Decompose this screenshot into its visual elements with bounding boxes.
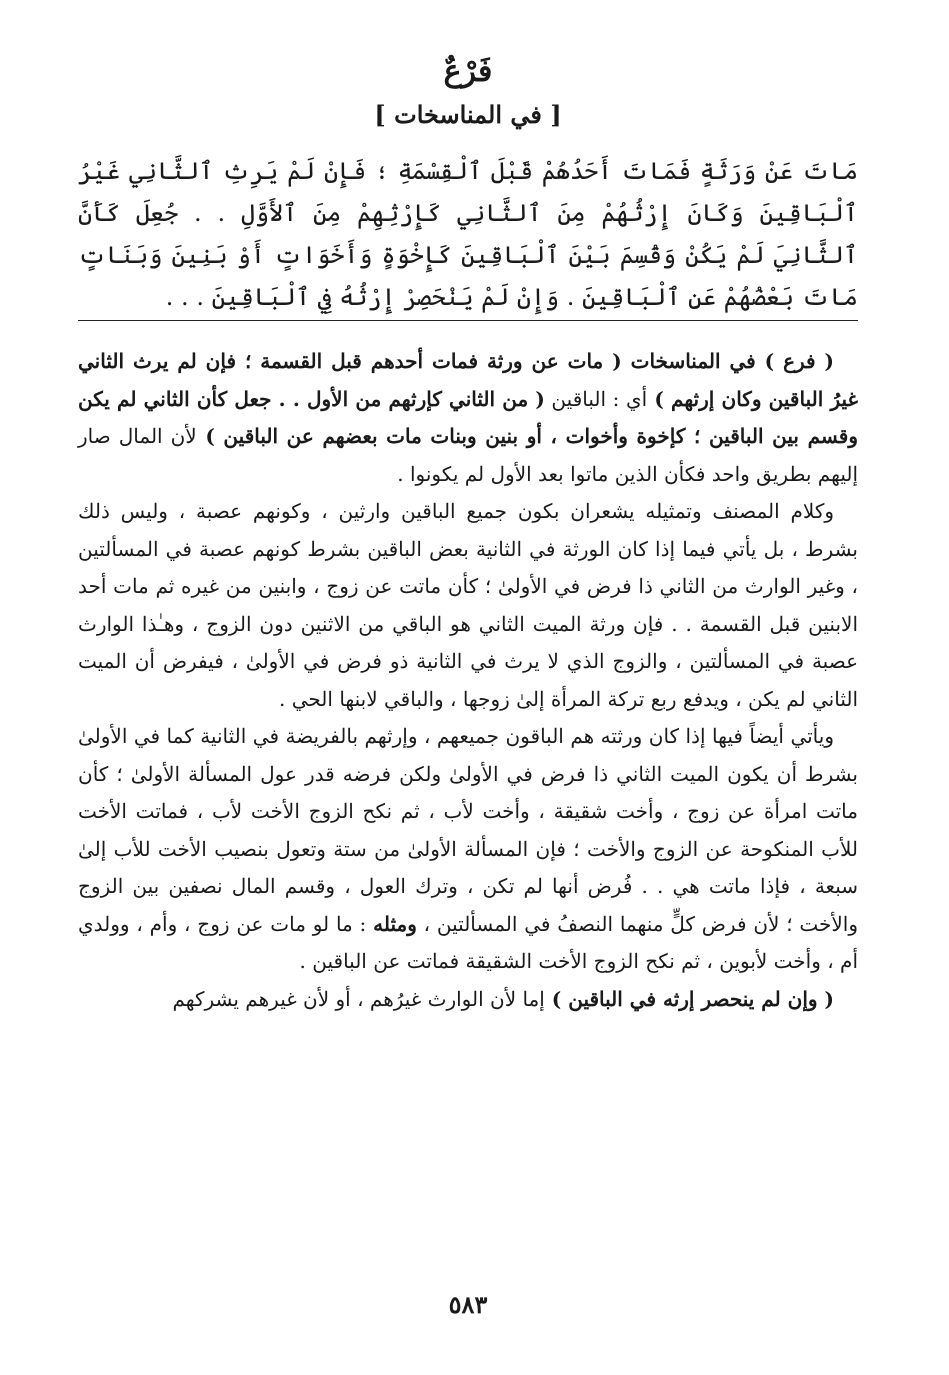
main-text-paragraph: مَاتَ عَنْ وَرَثَةٍ فَمَاتَ أَحَدُهُمْ قَبْلَ ٱلْقِسْمَةِ ؛ فَإِنْ لَمْ يَرِثِ ٱلثَّانِي غَيْرُ ٱلْبَاقِينَ وَكَانَ إِرْثُهُمْ مِنَ ٱلثَّانِي كَإِرْثِهِمْ مِنَ ٱلأَوَّلِ . . جُعِلَ كَأَنَّ ٱلثَّانِيَ لَمْ يَكُنْ وَقُسِمَ بَيْنَ ٱلْبَاقِينَ كَإِخْوَةٍ وَأَخَوَاتٍ أَوْ بَنِينَ وَبَنَاتٍ مَاتَ بَعْضُهُمْ عَنِ ٱلْبَاقِينَ . وَإِنْ لَمْ يَنْحَصِرْ إِرْثُهُ فِي ٱلْبَاقِينَ . . .	[78, 157, 858, 311]
quoted-text: ( وإن لم ينحصر إرثه في الباقين )	[544, 986, 834, 1011]
commentary-text: : ما لو مات عن زوج ، وأم ، وولدي أم ، وأخت لأبوين ، ثم نكح الزوج الأخت الشقيقة فماتت عن الباقين .	[78, 911, 858, 973]
commentary-text: إما لأن الوارث غيرُهم ، أو لأن غيرهم يشركهم	[172, 986, 545, 1011]
commentary-emphasis: ومثله	[373, 911, 417, 936]
commentary-text: أي : الباقين	[544, 386, 648, 411]
commentary-paragraph-4	[78, 981, 858, 1019]
quoted-text: ( من الثاني كإرثهم من الأول . . جعل كأن الثاني لم يكن وقسم بين الباقين ؛ كإخوة وأخوات ، أو بنين وبنات مات بعضهم عن الباقين )	[78, 386, 858, 448]
commentary-paragraph-2: وكلام المصنف وتمثيله يشعران بكون جميع الباقين وارثين ، وكونهم عصبة ، وليس ذلك بشرط ، بل يأتي فيما إذا كان الورثة في الثانية بعض الباقين بشرط كونهم عصبة في المسألتين ، وغير الوارث من الثاني ذا فرض في الأولىٰ ؛ كأن ماتت عن زوج ، وابنين من غيره ثم مات أحد الابنين قبل القسمة . . فإن ورثة الميت الثاني هو الباقي من الاثنين دون الزوج ، وهـٰذا الوارث عصبة في المسألتين ، والزوج الذي لا يرث في الثانية ذو فرض في الأولىٰ ، فيفرض أن الميت الثاني لم يكن ، ويدفع ربع تركة المرأة إلىٰ زوجها ، والباقي لابنها الحي .	[78, 499, 858, 711]
book-page	[78, 0, 858, 1375]
commentary-paragraph-3	[78, 718, 858, 981]
section-header	[78, 52, 858, 130]
commentary	[78, 343, 858, 1018]
section-title: فَرْعٌ	[443, 54, 493, 89]
quoted-text: ( مات عن ورثة فمات أحدهم قبل القسمة ؛ فإن لم يرث الثاني غيرُ الباقين وكان إرثهم )	[78, 349, 858, 411]
commentary-text: ويأتي أيضاً فيها إذا كان ورثته هم الباقون جميعهم ، وإرثهم بالفريضة في الثانية كما في الأولىٰ بشرط أن يكون الميت الثاني ذا فرض في الأولىٰ ولكن فرضه قدر عول المسألة الأولىٰ ؛ كأن ماتت امرأة عن زوج ، وأخت شقيقة ، وأخت لأب ، ثم نكح الزوج الأخت لأب ، فماتت الأخت للأب المنكوحة عن الزوج والأخت ؛ فإن المسألة الأولىٰ من ستة وتعول بنصيب الأخت للأب إلىٰ سبعة ، فإذا ماتت هي . . فُرض أنها لم تكن ، وترك العول ، وقسم المال نصفين بين الزوج والأخت ؛ لأن فرض كلٍّ منهما النصفُ في المسألتين ،	[78, 724, 858, 936]
commentary-paragraph-1	[78, 343, 858, 493]
main-text	[78, 150, 858, 318]
text-divider	[78, 320, 858, 321]
page-number: ٥٨٣	[448, 1290, 488, 1319]
section-subtitle: [ في المناسخات ]	[374, 100, 562, 129]
quoted-text: ( فرع ) في المناسخات	[621, 349, 834, 373]
commentary-text: لأن المال صار إليهم بطريق واحد فكأن الذين ماتوا بعد الأول لم يكونوا .	[78, 424, 858, 486]
